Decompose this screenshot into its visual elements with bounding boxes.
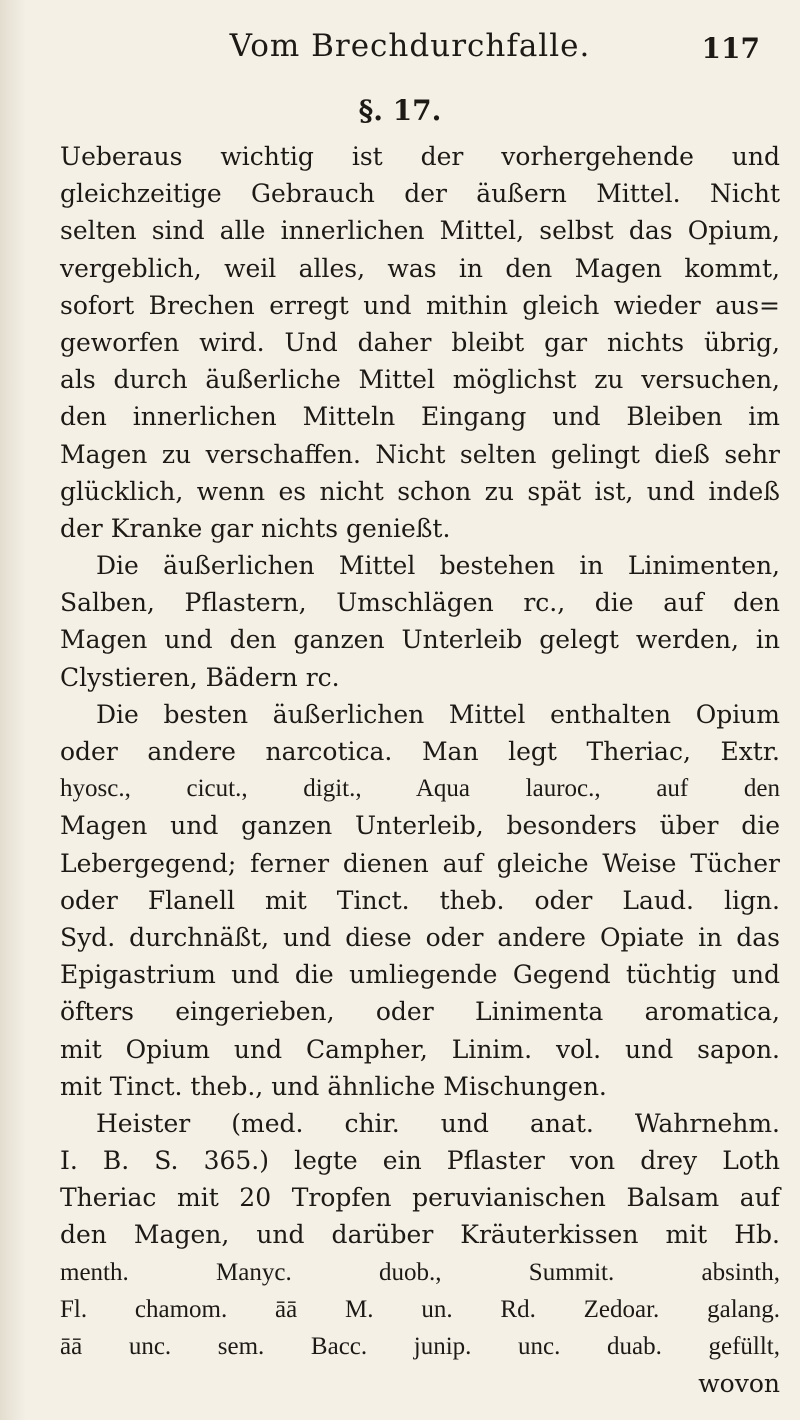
text-line: āā unc. sem. Bacc. junip. unc. duab. gefüllt, — [60, 1333, 780, 1360]
page-gutter — [0, 0, 26, 1420]
text-line: als durch äußerliche Mittel möglichst zu versuchen, — [60, 365, 780, 395]
running-title: Vom Brechdurchfalle. — [229, 28, 591, 64]
text-line: mit Tinct. theb., und ähnliche Mischungen. — [60, 1071, 607, 1101]
paragraph-start-line: Die äußerlichen Mittel bestehen in Linimenten, — [96, 551, 780, 581]
text-line: Magen zu verschaffen. Nicht selten gelingt dieß sehr — [60, 439, 780, 469]
text-line: Magen und ganzen Unterleib, besonders über die — [60, 811, 780, 841]
text-line: sofort Brechen erregt und mithin gleich wieder aus= — [60, 290, 780, 320]
text-line: Lebergegend; ferner dienen auf gleiche Weise Tücher — [60, 848, 780, 878]
text-line: mit Opium und Campher, Linim. vol. und sapon. — [60, 1034, 780, 1064]
text-line: Ueberaus wichtig ist der vorhergehende und — [60, 142, 780, 171]
text-line: vergeblich, weil alles, was in den Magen kommt, — [60, 253, 780, 283]
text-line: Epigastrium und die umliegende Gegend tüchtig und — [60, 960, 780, 990]
text-line: Fl. chamom. āā M. un. Rd. Zedoar. galang. — [60, 1295, 780, 1323]
text-line: Magen und den ganzen Unterleib gelegt werden, in — [60, 625, 780, 655]
text-line: öfters eingerieben, oder Linimenta aromatica, — [60, 997, 780, 1027]
text-line: hyosc., cicut., digit., Aqua lauroc., auf den — [60, 775, 780, 803]
text-line: oder Flanell mit Tinct. theb. oder Laud. lign. — [60, 885, 780, 915]
text-line: menth. Manyc. duob., Summit. absinth, — [60, 1258, 780, 1286]
text-line: Theriac mit 20 Tropfen peruvianischen Balsam auf — [60, 1183, 780, 1213]
text-line: Syd. durchnäßt, und diese oder andere Opiate in das — [60, 922, 780, 952]
text-line: Clystieren, Bädern rc. — [60, 662, 340, 692]
section-heading: §. 17. — [358, 94, 442, 127]
text-line: oder andere narcotica. Man legt Theriac, Extr. — [60, 737, 780, 766]
text-line: glücklich, wenn es nicht schon zu spät ist, und indeß — [60, 476, 780, 506]
paragraph-start-line: Heister (med. chir. und anat. Wahrnehm. — [96, 1108, 780, 1138]
text-line: selten sind alle innerlichen Mittel, selbst das Opium, — [60, 216, 780, 246]
text-line: den innerlichen Mitteln Eingang und Bleiben im — [60, 402, 780, 432]
catchword: wovon — [698, 1369, 780, 1399]
text-line: der Kranke gar nichts genießt. — [60, 513, 451, 543]
text-line: geworfen wird. Und daher bleibt gar nichts übrig, — [60, 327, 780, 357]
page-header — [60, 28, 760, 78]
body-text — [60, 138, 780, 1402]
text-line: I. B. S. 365.) legte ein Pflaster von drey Loth — [60, 1146, 780, 1176]
text-line: Salben, Pflastern, Umschlägen rc., die auf den — [60, 588, 780, 618]
paragraph-start-line: Die besten äußerlichen Mittel enthalten Opium — [96, 699, 780, 729]
text-line: den Magen, und darüber Kräuterkissen mit Hb. — [60, 1220, 780, 1250]
text-line: gleichzeitige Gebrauch der äußern Mittel. Nicht — [60, 179, 780, 209]
page-number: 117 — [701, 32, 760, 65]
